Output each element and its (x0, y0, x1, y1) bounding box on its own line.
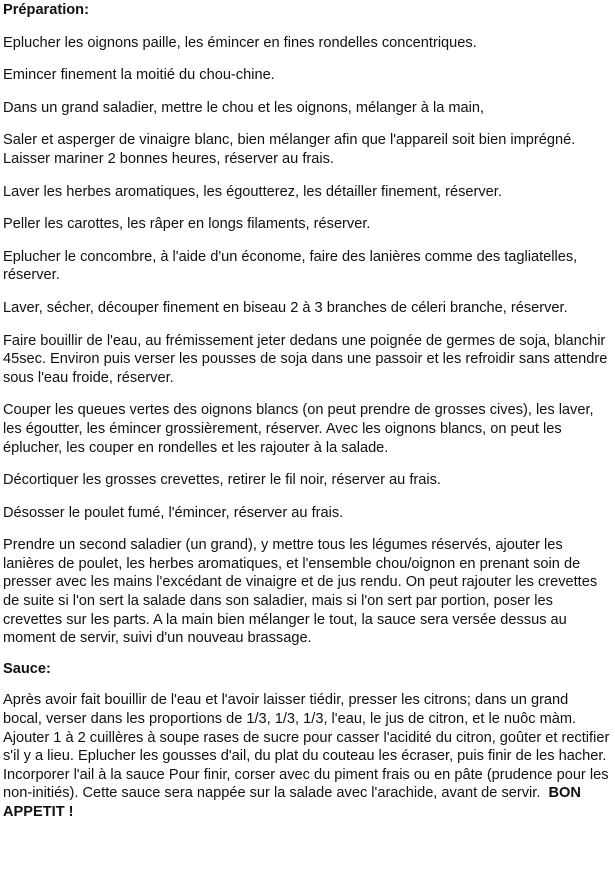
preparation-step: Emincer finement la moitié du chou-chine. (3, 67, 275, 84)
closing-text: BON APPETIT ! (3, 785, 581, 820)
preparation-step: Eplucher les oignons paille, les émincer en fines rondelles concentriques. (3, 34, 477, 51)
preparation-step: Eplucher le concombre, à l'aide d'un économe, faire des lanières comme des tagliatelles, réserver. (3, 248, 578, 284)
preparation-step: Couper les queues vertes des oignons blancs (on peut prendre de grosses cives), les laver, les égoutter, les émincer grossièrement, réserver. Avec les oignons blancs, on peut les éplucher, les couper en rondelles et les rajouter à la salade. (3, 402, 594, 456)
preparation-heading: Préparation: (3, 2, 89, 18)
preparation-step: Peller les carottes, les râper en longs filaments, réserver. (3, 216, 371, 233)
sauce-text: Après avoir fait bouillir de l'eau et l'avoir laisser tiédir, presser les citrons; dans un grand bocal, verser dans les proportions de 1/3, 1/3, 1/3, l'eau, le jus de citron, et le nuôc màm. Ajouter 1 à 2 cuillères à soupe rases de sucre pour casser l'acidité du citron, goûter et rectifier s'il y a lieu. Eplucher les gousses d'ail, du plat du couteau les écraser, puis finir de les hacher. Incorporer l'ail à la sauce Pour finir, corser avec du piment frais ou en pâte (prudence pour les non-initiés). Cette sauce sera nappée sur la salade avec l'arachide, avant de servir. (3, 692, 610, 802)
preparation-step: Saler et asperger de vinaigre blanc, bien mélanger afin que l'appareil soit bien imprégné. Laisser mariner 2 bonnes heures, réserver au frais. (3, 132, 576, 167)
preparation-step: Prendre un second saladier (un grand), y mettre tous les légumes réservés, ajouter les lanières de poulet, les herbes aromatiques, et l'ensemble chou/oignon en prenant soin de presser avec les mains l'excédant de vinaigre et de jus rendu. On peut rajouter les crevettes de suite si l'on sert la salade dans son saladier, mais si l'on sert par portion, poser les crevettes sur les parts. A la main bien mélanger le tout, la sauce sera versée dessus au moment de servir, suivi d'un nouveau brassage. (3, 537, 598, 647)
preparation-step: Faire bouillir de l'eau, au frémissement jeter dedans une poignée de germes de soja, blanchir 45sec. Environ puis verser les pousses de soja dans une passoir et les refroidir sans attendre sous l'eau froide, réserver. (3, 332, 608, 386)
preparation-step: Désosser le poulet fumé, l'émincer, réserver au frais. (3, 504, 344, 521)
preparation-step: Décortiquer les grosses crevettes, retirer le fil noir, réserver au frais. (3, 472, 441, 489)
preparation-step: Laver les herbes aromatiques, les égoutterez, les détailler finement, réserver. (3, 183, 502, 200)
preparation-step: Dans un grand saladier, mettre le chou et les oignons, mélanger à la main, (3, 99, 485, 116)
sauce-heading: Sauce: (3, 660, 51, 677)
sauce-paragraph (3, 691, 611, 821)
preparation-step: Laver, sécher, découper finement en biseau 2 à 3 branches de céleri branche, réserver. (3, 299, 568, 316)
